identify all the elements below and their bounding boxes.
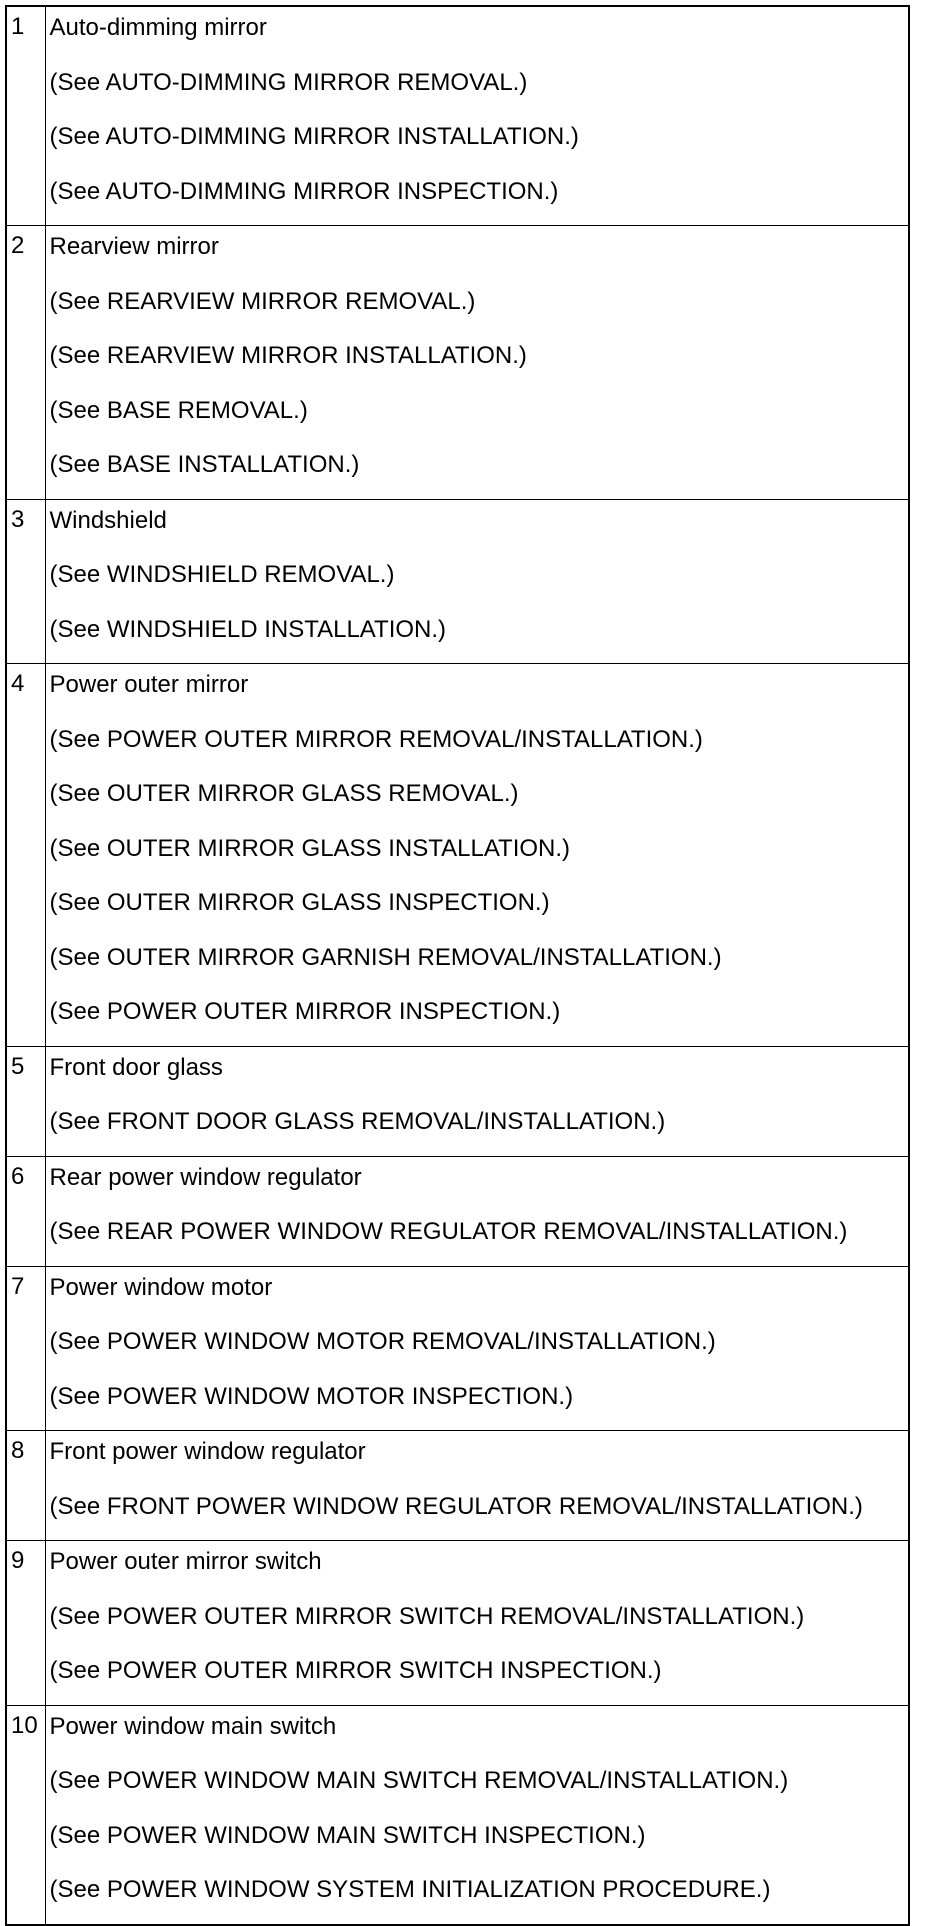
reference-link[interactable]: (See REARVIEW MIRROR REMOVAL.): [49, 287, 476, 315]
component-name: Front power window regulator: [49, 1438, 366, 1465]
row-number: 8: [6, 1431, 45, 1541]
row-number: 6: [6, 1156, 45, 1266]
component-name: Front door glass: [49, 1053, 223, 1081]
reference-link[interactable]: (See AUTO-DIMMING MIRROR INSPECTION.): [49, 177, 559, 205]
row-content: [45, 664, 909, 1047]
component-name: Power outer mirror switch: [49, 1548, 322, 1575]
reference-link[interactable]: (See AUTO-DIMMING MIRROR INSTALLATION.): [49, 123, 579, 150]
row-number: 1: [6, 6, 45, 226]
reference-link[interactable]: (See POWER OUTER MIRROR REMOVAL/INSTALLATION.): [49, 725, 703, 753]
row-content: [45, 1046, 909, 1156]
table-row: [6, 1431, 909, 1541]
table-row: [6, 1266, 909, 1431]
component-reference-table: [5, 5, 910, 1926]
row-content: [45, 1541, 909, 1706]
reference-link[interactable]: (See POWER WINDOW MOTOR REMOVAL/INSTALLATION.): [49, 1328, 716, 1355]
row-content: [45, 1266, 909, 1431]
component-name: Rearview mirror: [49, 233, 219, 260]
row-number: 4: [6, 664, 45, 1047]
reference-link[interactable]: (See POWER OUTER MIRROR INSPECTION.): [49, 998, 561, 1025]
row-content: [45, 1705, 909, 1925]
row-content: [45, 226, 909, 500]
component-name: Power window main switch: [49, 1712, 337, 1740]
reference-link[interactable]: (See WINDSHIELD INSTALLATION.): [49, 615, 447, 643]
row-number: 10: [6, 1705, 45, 1925]
table-row: [6, 664, 909, 1047]
reference-link[interactable]: (See OUTER MIRROR GLASS INSTALLATION.): [49, 834, 571, 862]
row-number: 7: [6, 1266, 45, 1431]
row-number: 9: [6, 1541, 45, 1706]
reference-link[interactable]: (See OUTER MIRROR GLASS REMOVAL.): [49, 780, 519, 807]
reference-link[interactable]: (See REARVIEW MIRROR INSTALLATION.): [49, 342, 527, 369]
component-name: Rear power window regulator: [49, 1163, 362, 1191]
reference-link[interactable]: (See POWER WINDOW MAIN SWITCH INSPECTION.): [49, 1821, 646, 1849]
row-content: [45, 1431, 909, 1541]
table-row: [6, 1156, 909, 1266]
component-name: Auto-dimming mirror: [49, 14, 267, 41]
table-row: [6, 226, 909, 500]
table-row: [6, 499, 909, 664]
reference-link[interactable]: (See POWER WINDOW MOTOR INSPECTION.): [49, 1382, 574, 1410]
reference-link[interactable]: (See OUTER MIRROR GLASS INSPECTION.): [49, 889, 550, 916]
reference-link[interactable]: (See REAR POWER WINDOW REGULATOR REMOVAL/INSTALLATION.): [49, 1218, 848, 1245]
table-row: [6, 6, 909, 226]
reference-link[interactable]: (See OUTER MIRROR GARNISH REMOVAL/INSTALLATION.): [49, 943, 722, 971]
row-content: [45, 1156, 909, 1266]
row-content: [45, 6, 909, 226]
reference-link[interactable]: (See FRONT POWER WINDOW REGULATOR REMOVAL/INSTALLATION.): [49, 1492, 863, 1520]
reference-link[interactable]: (See BASE REMOVAL.): [49, 396, 308, 424]
component-name: Power window motor: [49, 1273, 273, 1301]
reference-link[interactable]: (See FRONT DOOR GLASS REMOVAL/INSTALLATION.): [49, 1108, 666, 1135]
component-name: Power outer mirror: [49, 671, 249, 698]
reference-link[interactable]: (See AUTO-DIMMING MIRROR REMOVAL.): [49, 68, 528, 96]
row-content: [45, 499, 909, 664]
reference-link[interactable]: (See POWER WINDOW MAIN SWITCH REMOVAL/INSTALLATION.): [49, 1767, 789, 1794]
reference-link[interactable]: (See BASE INSTALLATION.): [49, 451, 360, 478]
reference-link[interactable]: (See POWER WINDOW SYSTEM INITIALIZATION PROCEDURE.): [49, 1876, 771, 1903]
row-number: 2: [6, 226, 45, 500]
reference-link[interactable]: (See POWER OUTER MIRROR SWITCH INSPECTION.): [49, 1657, 662, 1684]
row-number: 3: [6, 499, 45, 664]
table-row: [6, 1705, 909, 1925]
reference-link[interactable]: (See WINDSHIELD REMOVAL.): [49, 561, 395, 588]
table-row: [6, 1541, 909, 1706]
component-name: Windshield: [49, 506, 167, 534]
table-row: [6, 1046, 909, 1156]
reference-link[interactable]: (See POWER OUTER MIRROR SWITCH REMOVAL/INSTALLATION.): [49, 1602, 805, 1630]
row-number: 5: [6, 1046, 45, 1156]
